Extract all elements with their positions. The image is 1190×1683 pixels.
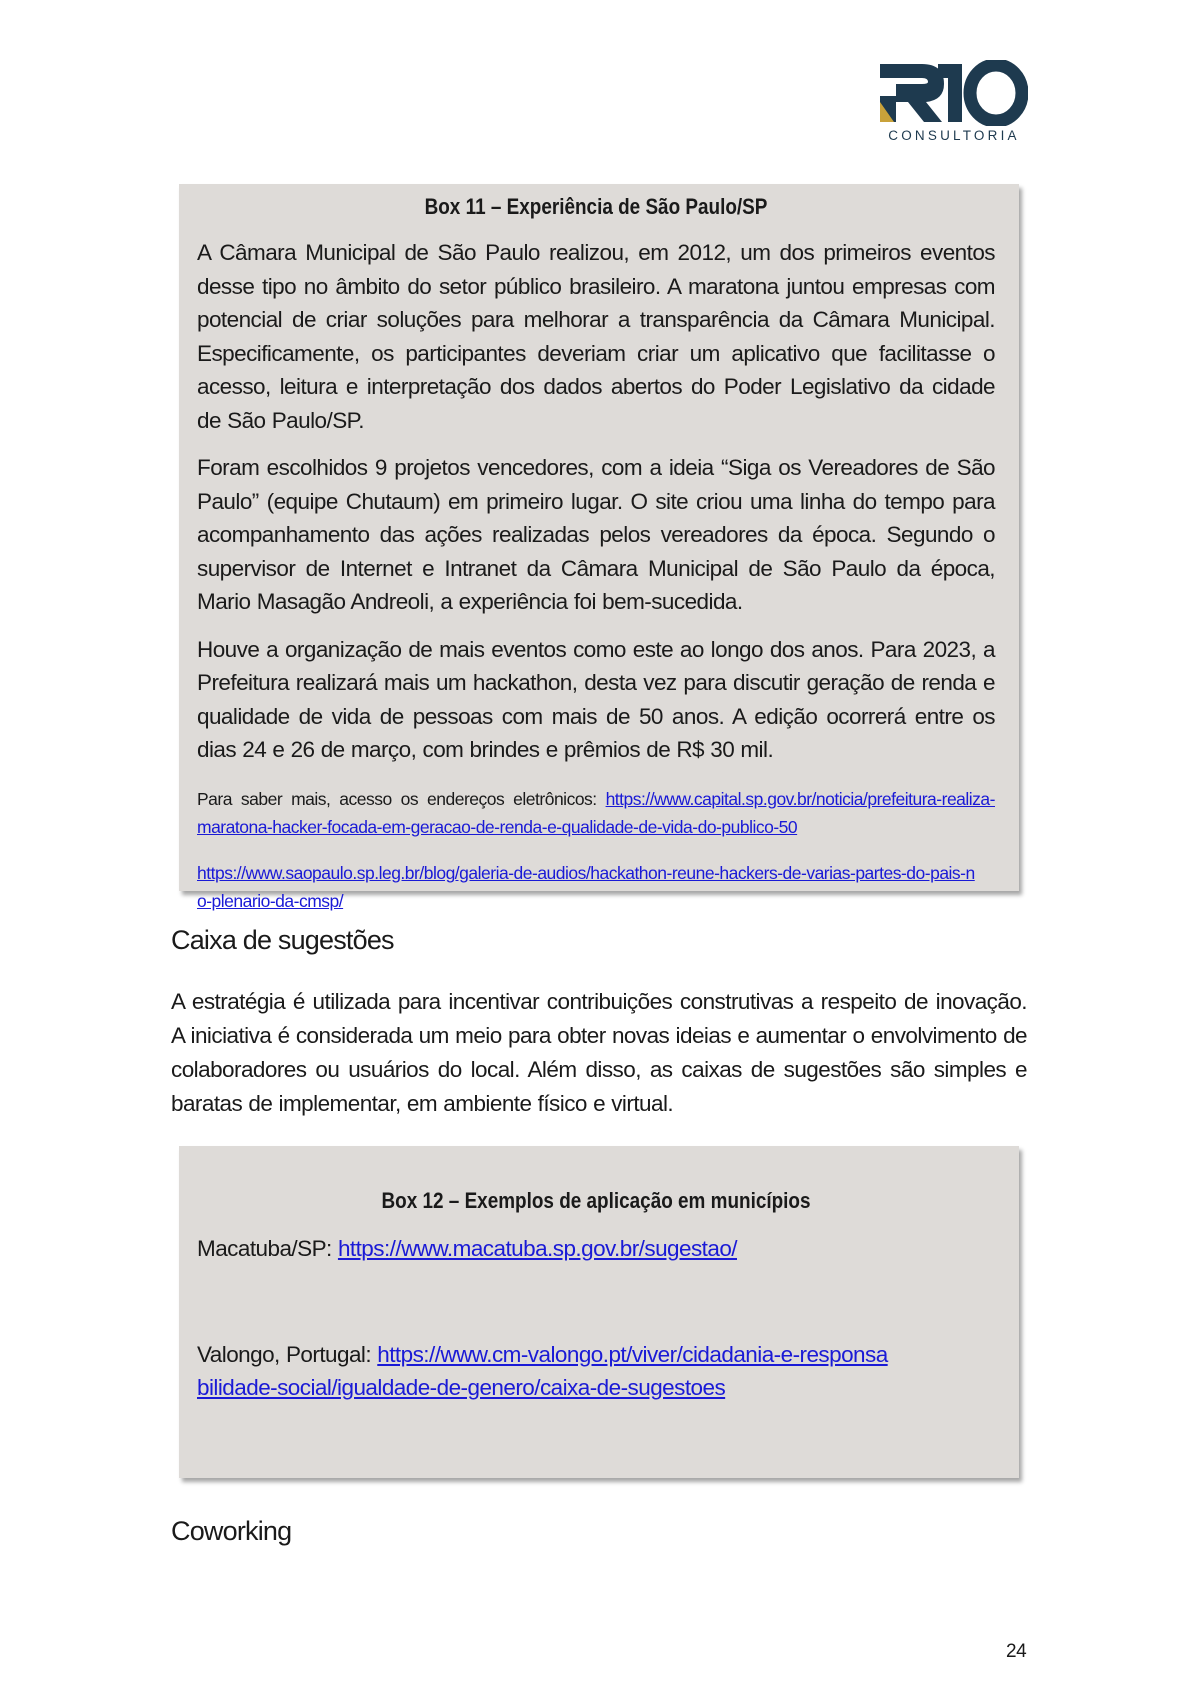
example-label: Valongo, Portugal: bbox=[197, 1341, 378, 1367]
box-11-paragraph: A Câmara Municipal de São Paulo realizou, em 2012, um dos primeiros eventos desse tipo no âmbito do setor público brasileiro. A maratona juntou empresas com potencial de criar soluções para melhorar a transparência da Câmara Municipal. Especificamente, os participantes deveriam criar um aplicativo que facilitasse o acesso, leitura e interpretação dos dados abertos do Poder Legislativo da cidade de São Paulo/SP. bbox=[197, 240, 995, 433]
box-12-title: Box 12 – Exemplos de aplicação em municípios bbox=[381, 1188, 811, 1213]
example-label: Macatuba/SP: bbox=[197, 1236, 338, 1261]
capital-sp-link[interactable]: https://www.capital.sp.gov.br/noticia/prefeitura-realiza-maratona-hacker-focada-em-geracao-de-renda-e-qualidade-de-vida-do-publico-50 bbox=[197, 788, 995, 837]
box-12 bbox=[179, 1146, 1019, 1478]
box-11 bbox=[179, 184, 1019, 911]
logo-subtitle: CONSULTORIA bbox=[888, 128, 1020, 143]
section-heading-coworking: Coworking bbox=[171, 1516, 292, 1546]
example-item bbox=[197, 1338, 897, 1405]
page-number: 24 bbox=[1006, 1641, 1027, 1662]
r10-consultoria-logo bbox=[878, 60, 1028, 148]
box-11-paragraph: Foram escolhidos 9 projetos vencedores, com a ideia “Siga os Vereadores de São Paulo” (equipe Chutaum) em primeiro lugar. O site criou uma linha do tempo para acompanhamento das ações realizadas pelos vereadores da época. Segundo o supervisor de Internet e Intranet da Câmara Municipal de São Paulo da época, Mario Masagão Andreoli, a experiência foi bem-sucedida. bbox=[197, 455, 995, 614]
more-info-text bbox=[197, 785, 995, 841]
macatuba-link[interactable]: https://www.macatuba.sp.gov.br/sugestao/ bbox=[337, 1236, 737, 1261]
box-11-title: Box 11 – Experiência de São Paulo/SP bbox=[424, 194, 768, 219]
valongo-link[interactable]: https://www.cm-valongo.pt/viver/cidadania-e-responsabilidade-social/igualdade-de-genero/caixa-de-sugestoes bbox=[197, 1341, 888, 1400]
logo-mark-icon bbox=[878, 60, 1028, 126]
caixa-de-sugestoes-paragraph: A estratégia é utilizada para incentivar contribuições construtivas a respeito de inovação. A iniciativa é considerada um meio para obter novas ideias e aumentar o envolvimento de colaboradores ou usuários do local. Além disso, as caixas de sugestões são simples e baratas de implementar, em ambiente físico e virtual. bbox=[171, 989, 1027, 1116]
example-item bbox=[197, 1232, 995, 1266]
more-info-label: Para saber mais, acesso os endereços eletrônicos: bbox=[197, 788, 606, 809]
saopaulo-leg-link[interactable]: https://www.saopaulo.sp.leg.br/blog/galeria-de-audios/hackathon-reune-hackers-de-varias-partes-do-pais-no-plenario-da-cmsp/ bbox=[197, 862, 975, 911]
box-11-paragraph: Houve a organização de mais eventos como este ao longo dos anos. Para 2023, a Prefeitura realizará mais um hackathon, desta vez para discutir geração de renda e qualidade de vida de pessoas com mais de 50 anos. A edição ocorrerá entre os dias 24 e 26 de março, com brindes e prêmios de R$ 30 mil. bbox=[197, 636, 995, 762]
section-heading-caixa-de-sugestoes: Caixa de sugestões bbox=[171, 925, 394, 955]
